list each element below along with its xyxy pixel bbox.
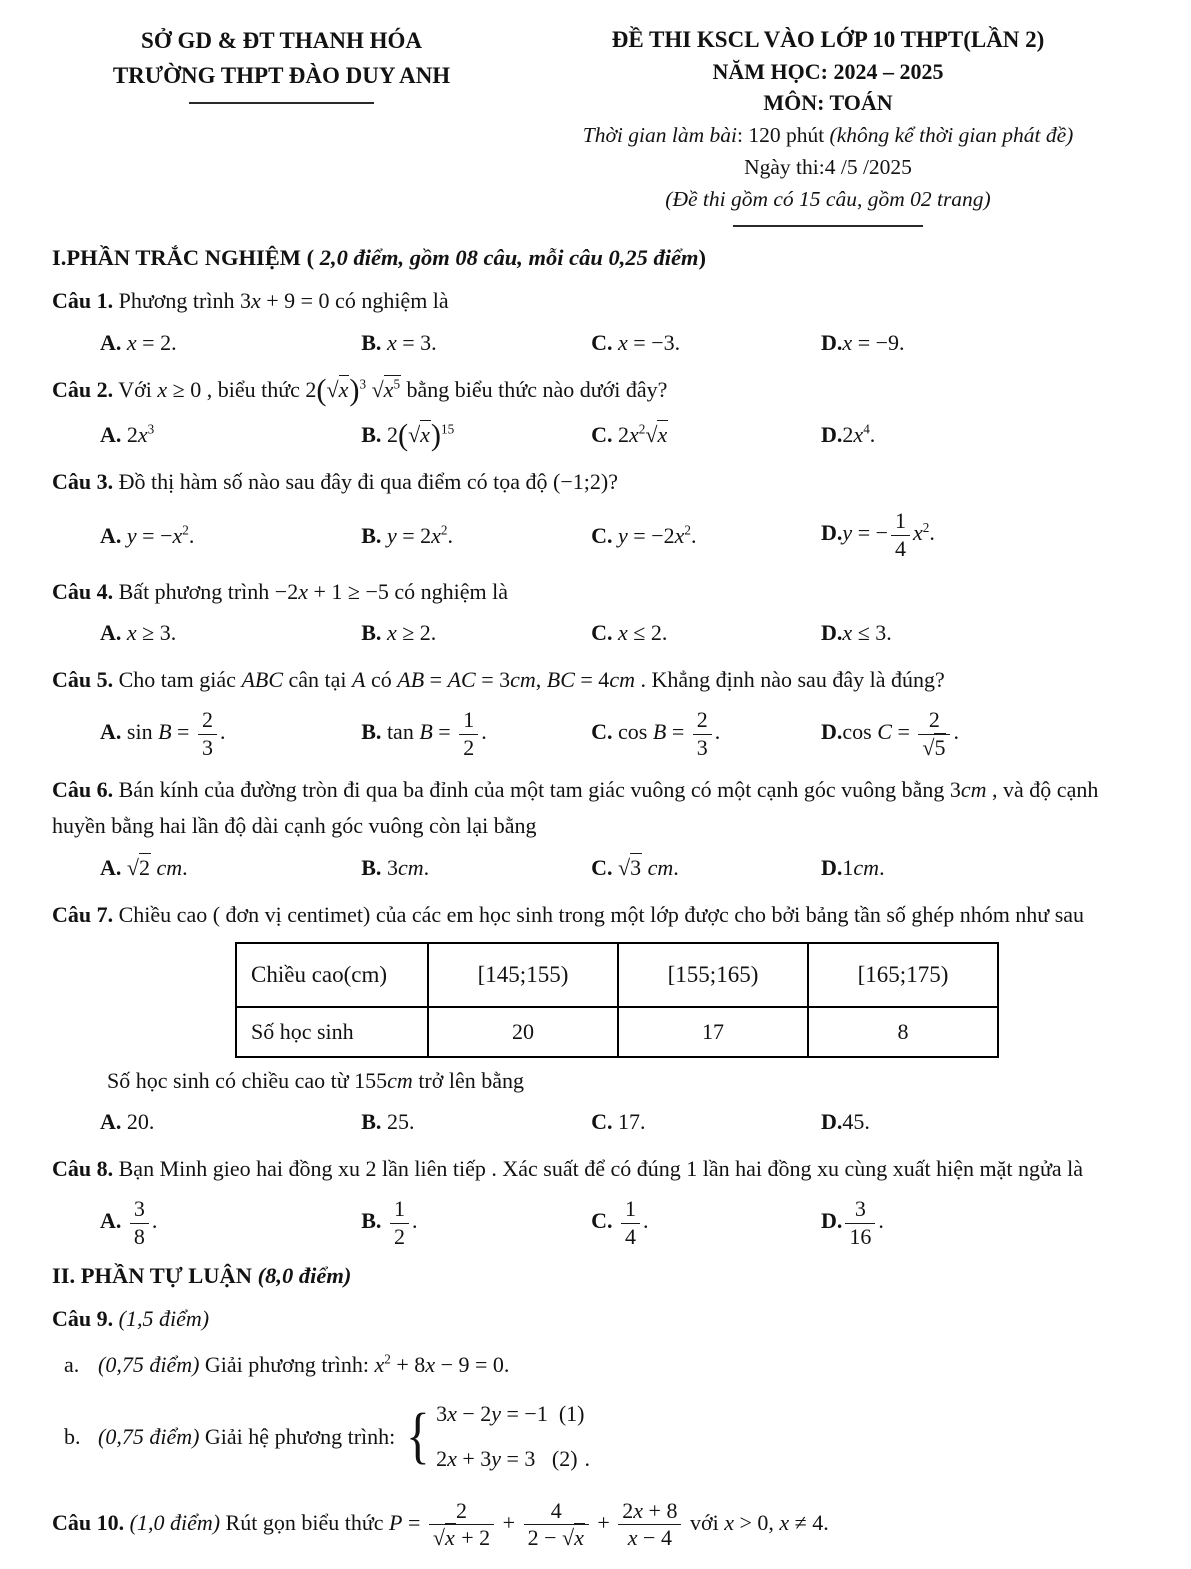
question-10-label: Câu 10. xyxy=(52,1509,125,1535)
question-7-label: Câu 7. xyxy=(52,901,114,927)
question-5-option-b: B. tan B = $\frac{1}{2}$ . xyxy=(361,707,487,760)
system-equation-1: 3x − 2y = −1 (1) xyxy=(436,1401,585,1427)
question-3-text: Đồ thị hàm số nào sau đây đi qua điểm có tọa độ (−1;2)? xyxy=(118,468,618,494)
freq-cell-interval-1: [145;155) xyxy=(428,943,618,1007)
question-10-text: (1,0 điểm) Rút gọn biểu thức P = $\frac{2}{√x + 2}$ + $\frac{4}{2 - √x}$ + $\frac{2x + 8}{x - 4}$ với x > 0, x ≠ 4. xyxy=(129,1497,829,1551)
question-8-options xyxy=(100,1197,1145,1249)
question-7-option-d: D.45. xyxy=(821,1109,870,1135)
question-8 xyxy=(52,1151,1145,1249)
question-9-points: (1,5 điểm) xyxy=(118,1306,210,1332)
question-3-option-d: D.y = − $\frac{1}{4}$ $x^2$. xyxy=(821,508,935,562)
section-1-title: I.PHẦN TRẮC NGHIỆM ( 2,0 điểm, gồm 08 câu, mỗi câu 0,25 điểm) xyxy=(52,245,706,271)
equation-system xyxy=(403,1396,590,1476)
question-1-option-d: D.x = −9. xyxy=(821,330,905,356)
system-equation-2: 2x + 3y = 3 (2) xyxy=(436,1446,578,1472)
question-4-text: Bất phương trình −2x + 1 ≥ −5 có nghiệm là xyxy=(118,578,508,604)
frequency-table-count-row xyxy=(236,1007,998,1057)
question-1-option-b: B. x = 3. xyxy=(361,330,437,356)
question-8-text: Bạn Minh gieo hai đồng xu 2 lần liên tiếp . Xác suất để có đúng 1 lần hai đồng xu cùng xuất hiện mặt ngửa là xyxy=(118,1156,1084,1182)
question-3 xyxy=(52,464,1145,562)
question-2 xyxy=(52,372,1145,452)
question-6-option-c: C. √3 cm. xyxy=(591,854,679,880)
question-7-option-b: B. 25. xyxy=(361,1109,415,1135)
question-3-option-b: B. $y = 2x^2$. xyxy=(361,522,453,548)
question-7-text: Chiều cao ( đơn vị centimet) của các em học sinh trong một lớp được cho bởi bảng tần số ghép nhóm như sau xyxy=(118,901,1085,927)
question-2-options xyxy=(100,418,1145,452)
question-4-option-a: A. x ≥ 3. xyxy=(100,620,177,646)
system-brace: { xyxy=(406,1402,431,1470)
question-1-text: Phương trình 3x + 9 = 0 có nghiệm là xyxy=(118,288,449,314)
freq-cell-count-2: 17 xyxy=(618,1007,808,1057)
system-period: . xyxy=(584,1446,590,1472)
question-6-option-a: A. √2 cm. xyxy=(100,854,188,880)
school-name: TRƯỜNG THPT ĐÀO DUY ANH xyxy=(112,62,451,88)
question-9a xyxy=(64,1347,1145,1382)
question-7-options xyxy=(100,1105,1145,1139)
question-2-option-c: C. $2x^2√x$ xyxy=(591,421,668,447)
question-4 xyxy=(52,574,1145,651)
question-4-options xyxy=(100,616,1145,650)
question-9b xyxy=(64,1396,1145,1476)
question-1-option-c: C. x = −3. xyxy=(591,330,681,356)
question-3-option-c: C. $y = -2x^2$. xyxy=(591,522,697,548)
question-4-label: Câu 4. xyxy=(52,578,114,604)
freq-cell-count-label: Số học sinh xyxy=(236,1007,428,1057)
question-5-option-a: A. sin B = $\frac{2}{3}$ . xyxy=(100,707,226,760)
frequency-table xyxy=(235,942,999,1058)
question-2-text: Với x ≥ 0 , biểu thức $2(√x)^3$ $√x^5$ bằng biểu thức nào dưới đây? xyxy=(118,373,668,408)
question-3-label: Câu 3. xyxy=(52,468,114,494)
question-3-option-a: A. $y = -x^2$. xyxy=(100,522,195,548)
question-1-label: Câu 1. xyxy=(52,288,114,314)
question-7 xyxy=(52,897,1145,1140)
question-5-options xyxy=(100,708,1145,760)
question-2-option-d: $D.2x^4$. xyxy=(821,421,876,447)
pages-note: (Đề thi gồm có 15 câu, gồm 02 trang) xyxy=(665,187,991,212)
question-7-option-c: C. 17. xyxy=(591,1109,646,1135)
question-9a-text: (0,75 điểm) Giải phương trình: $x^2 + 8x - 9 = 0$. xyxy=(98,1351,510,1377)
question-1 xyxy=(52,283,1145,360)
department-name: SỞ GD & ĐT THANH HÓA xyxy=(141,28,422,53)
freq-cell-height-label: Chiều cao(cm) xyxy=(236,943,428,1007)
question-6-option-d: D.1cm. xyxy=(821,854,885,880)
question-7-option-a: A. 20. xyxy=(100,1109,155,1135)
question-8-option-b: B. $\frac{1}{2}$ . xyxy=(361,1196,418,1249)
freq-cell-interval-2: [155;165) xyxy=(618,943,808,1007)
question-2-label: Câu 2. xyxy=(52,377,114,403)
header-left xyxy=(52,24,511,227)
question-9 xyxy=(52,1301,1145,1476)
duration-note: Thời gian làm bài: 120 phút (không kể thời gian phát đề) xyxy=(582,122,1074,147)
question-1-options xyxy=(100,326,1145,360)
exam-title: ĐỀ THI KSCL VÀO LỚP 10 THPT(LẦN 2) xyxy=(611,27,1045,52)
question-5-option-d: D.cos C = $\frac{2}{√5}$ . xyxy=(821,707,959,760)
question-1-option-a: A. x = 2. xyxy=(100,330,177,356)
question-5 xyxy=(52,662,1145,760)
section-2-title: II. PHẦN TỰ LUẬN (8,0 điểm) xyxy=(52,1263,352,1289)
freq-cell-count-3: 8 xyxy=(808,1007,998,1057)
question-6-text: Bán kính của đường tròn đi qua ba đỉnh của một tam giác vuông có một cạnh góc vuông bằng 3cm , và độ cạnh huyền bằng hai lần độ dài cạnh góc vuông còn lại bằng xyxy=(52,777,1099,838)
question-6-options xyxy=(100,851,1145,885)
school-year: NĂM HỌC: 2024 – 2025 xyxy=(712,59,944,85)
question-8-label: Câu 8. xyxy=(52,1156,114,1182)
question-6-option-b: B. 3cm. xyxy=(361,854,430,880)
question-5-label: Câu 5. xyxy=(52,667,114,693)
question-3-options xyxy=(100,509,1145,561)
question-4-option-d: D.x ≤ 3. xyxy=(821,620,892,646)
question-4-option-b: B. x ≥ 2. xyxy=(361,620,437,646)
exam-header xyxy=(52,24,1145,227)
header-right xyxy=(511,24,1145,227)
freq-cell-count-1: 20 xyxy=(428,1007,618,1057)
question-5-text: Cho tam giác ABC cân tại A có AB = AC = 3cm, BC = 4cm . Khẳng định nào sau đây là đúng? xyxy=(118,667,945,693)
question-10 xyxy=(52,1499,1145,1551)
question-5-option-c: C. cos B = $\frac{2}{3}$ . xyxy=(591,707,721,760)
exam-date: Ngày thi:4 /5 /2025 xyxy=(744,154,912,179)
question-9-label: Câu 9. xyxy=(52,1306,114,1332)
frequency-table-header-row xyxy=(236,943,998,1007)
question-7-subtext: Số học sinh có chiều cao từ 155cm trở lên bằng xyxy=(107,1068,525,1094)
question-2-option-b: B. $2(√x)^{15}$ xyxy=(361,417,455,452)
question-9b-text: (0,75 điểm) Giải hệ phương trình: xyxy=(98,1423,396,1449)
question-6-label: Câu 6. xyxy=(52,777,114,803)
question-2-option-a: A. $2x^3$ xyxy=(100,421,155,447)
question-9b-marker: b. xyxy=(64,1423,81,1449)
subject-name: MÔN: TOÁN xyxy=(763,90,893,116)
question-9a-marker: a. xyxy=(64,1351,80,1377)
header-right-divider xyxy=(733,225,923,227)
header-left-divider xyxy=(189,102,374,104)
freq-cell-interval-3: [165;175) xyxy=(808,943,998,1007)
question-8-option-c: C. $\frac{1}{4}$ . xyxy=(591,1196,649,1249)
question-8-option-d: D. $\frac{3}{16}$ . xyxy=(821,1196,884,1249)
question-8-option-a: A. $\frac{3}{8}$ . xyxy=(100,1196,158,1249)
question-6 xyxy=(52,772,1145,884)
question-4-option-c: C. x ≤ 2. xyxy=(591,620,668,646)
